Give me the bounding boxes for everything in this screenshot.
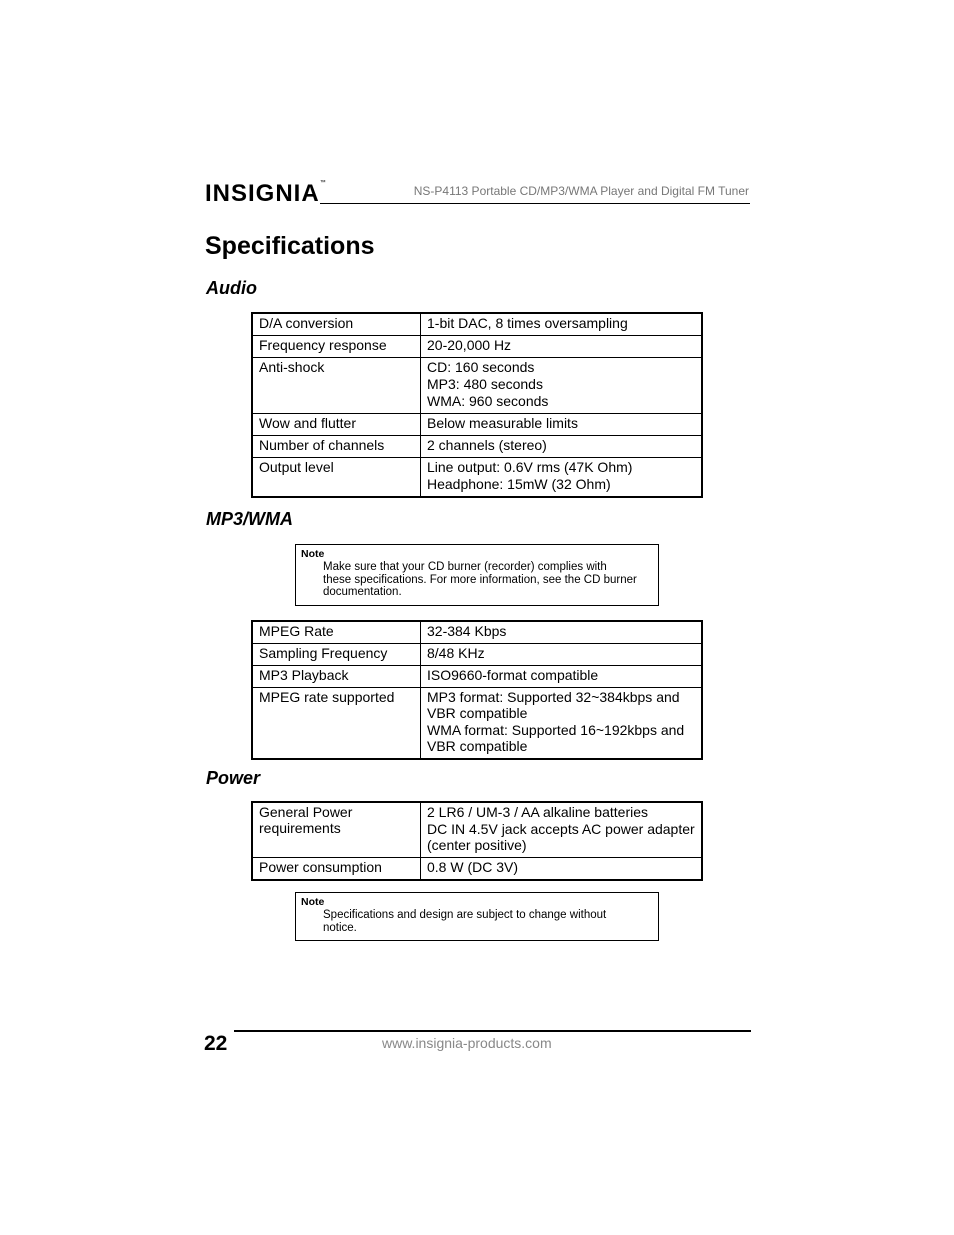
spec-value-cell <box>421 336 703 358</box>
note-text: Make sure that your CD burner (recorder) complies with these specifications. For more information, see the CD burner documentation. <box>323 561 637 598</box>
spec-value: WMA: 960 seconds <box>427 393 549 409</box>
spec-value: ISO9660-format compatible <box>427 667 599 683</box>
table-row <box>252 802 702 858</box>
spec-value-cell <box>421 858 703 881</box>
power-spec-table <box>251 801 703 881</box>
spec-value-cell <box>421 802 703 858</box>
spec-value: Headphone: 15mW (32 Ohm) <box>427 476 611 492</box>
spec-value: DC IN 4.5V jack accepts AC power adapter (center positive) <box>427 821 695 853</box>
header-document-title: NS-P4113 Portable CD/MP3/WMA Player and Digital FM Tuner <box>413 184 749 198</box>
spec-value: 8/48 KHz <box>427 645 485 661</box>
spec-value: 0.8 W (DC 3V) <box>427 859 519 875</box>
table-row <box>252 358 702 414</box>
spec-value-cell <box>421 688 703 760</box>
footer-divider <box>234 1030 751 1032</box>
table-row <box>252 644 702 666</box>
table-row <box>252 414 702 436</box>
table-row <box>252 336 702 358</box>
table-row <box>252 458 702 498</box>
spec-value-cell <box>421 358 703 414</box>
spec-value: 20-20,000 Hz <box>427 337 512 353</box>
spec-value: 32-384 Kbps <box>427 623 507 639</box>
table-row <box>252 313 702 336</box>
spec-value: 2 LR6 / UM-3 / AA alkaline batteries <box>427 804 648 820</box>
spec-label: Anti-shock <box>252 358 421 414</box>
page-title: Specifications <box>205 232 375 260</box>
table-row <box>252 666 702 688</box>
spec-value: 1-bit DAC, 8 times oversampling <box>427 315 628 331</box>
table-row <box>252 621 702 644</box>
spec-label: Power consumption <box>252 858 421 881</box>
spec-value-cell <box>421 436 703 458</box>
audio-spec-table <box>251 312 703 498</box>
insignia-logo <box>205 180 327 208</box>
table-row <box>252 858 702 881</box>
table-row <box>252 688 702 760</box>
header-divider <box>320 203 750 204</box>
spec-value: MP3 format: Supported 32~384kbps and VBR compatible <box>427 689 680 721</box>
spec-label: Wow and flutter <box>252 414 421 436</box>
spec-label: Frequency response <box>252 336 421 358</box>
spec-value-cell <box>421 666 703 688</box>
spec-label: General Power requirements <box>252 802 421 858</box>
section-title-power: Power <box>206 768 261 788</box>
spec-value: 2 channels (stereo) <box>427 437 547 453</box>
spec-value-cell <box>421 313 703 336</box>
table-row <box>252 436 702 458</box>
note-box-specifications-change <box>295 892 659 941</box>
spec-label: MPEG rate supported <box>252 688 421 760</box>
note-label: Note <box>301 896 325 908</box>
spec-value-cell <box>421 414 703 436</box>
spec-value-cell <box>421 458 703 498</box>
footer-website-url: www.insignia-products.com <box>382 1035 552 1051</box>
note-label: Note <box>301 548 325 560</box>
spec-value: CD: 160 seconds <box>427 359 535 375</box>
mp3wma-spec-table <box>251 620 703 760</box>
page-number: 22 <box>204 1032 228 1055</box>
spec-value: WMA format: Supported 16~192kbps and VBR compatible <box>427 722 685 754</box>
spec-label: MPEG Rate <box>252 621 421 644</box>
note-box-cd-burner <box>295 544 659 606</box>
spec-value-cell <box>421 621 703 644</box>
note-text: Specifications and design are subject to change without notice. <box>323 909 607 934</box>
spec-value: MP3: 480 seconds <box>427 376 543 392</box>
spec-label: MP3 Playback <box>252 666 421 688</box>
spec-value: Below measurable limits <box>427 415 578 431</box>
spec-label: D/A conversion <box>252 313 421 336</box>
section-title-audio: Audio <box>206 278 257 298</box>
section-title-mp3wma: MP3/WMA <box>206 509 293 529</box>
spec-label: Sampling Frequency <box>252 644 421 666</box>
trademark-symbol: ™ <box>319 180 327 186</box>
spec-value-cell <box>421 644 703 666</box>
spec-label: Output level <box>252 458 421 498</box>
brand-name: INSIGNIA <box>205 180 320 207</box>
spec-value: Line output: 0.6V rms (47K Ohm) <box>427 459 633 475</box>
spec-label: Number of channels <box>252 436 421 458</box>
